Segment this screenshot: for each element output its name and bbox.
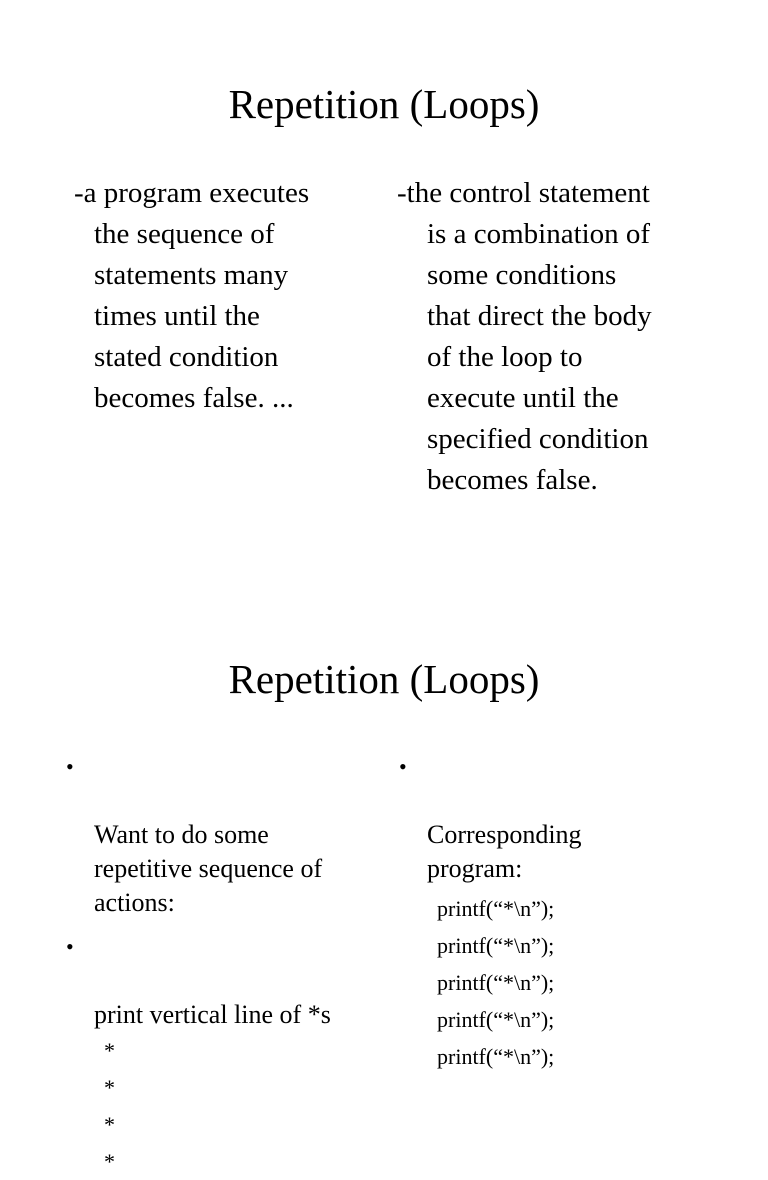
star-line: *: [104, 1038, 115, 1063]
bullet-item: [64, 750, 384, 920]
slide-2-left-column: [64, 750, 384, 1180]
bullet-icon: •: [66, 754, 74, 779]
bullet-text: Want to do some repetitive sequence of actions:: [94, 820, 323, 917]
slide-2-right-column: [397, 750, 737, 1075]
code-line: printf(“*\n”);: [437, 896, 555, 921]
star-output-list: [64, 1032, 384, 1180]
bullet-icon: •: [399, 754, 407, 779]
code-line: printf(“*\n”);: [437, 1007, 555, 1032]
star-line: *: [104, 1149, 115, 1174]
bullet-item: [397, 750, 737, 886]
bullet-icon: •: [66, 934, 74, 959]
slide-2-title: Repetition (Loops): [228, 656, 540, 702]
slide-1-left-text: -a program executes the sequence of statements many times until the stated condition becomes false. ...: [74, 177, 310, 414]
star-line: *: [104, 1075, 115, 1100]
slide-1-title: Repetition (Loops): [228, 81, 540, 127]
bullet-item: [64, 930, 384, 1032]
code-line: printf(“*\n”);: [437, 933, 555, 958]
star-line: *: [104, 1112, 115, 1137]
code-line: printf(“*\n”);: [437, 1044, 555, 1069]
bullet-text: Corresponding program:: [427, 820, 582, 883]
bullet-text: print vertical line of *s: [94, 1000, 331, 1029]
code-line: printf(“*\n”);: [437, 970, 555, 995]
slide-1-right-text: -the control statement is a combination of some conditions that direct the body of the loop to execute until the specified condition becomes false.: [397, 177, 652, 496]
code-listing: [397, 890, 737, 1075]
